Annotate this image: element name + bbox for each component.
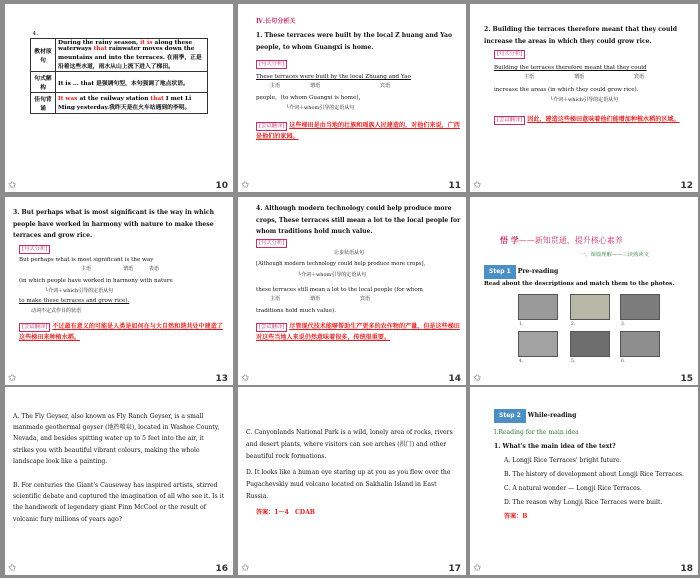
slide-14[interactable] <box>238 197 466 385</box>
parse-line: These terraces were built by the local Zhuang and Yao <box>256 74 411 80</box>
star-icon[interactable]: ✩ <box>473 563 482 574</box>
clause-role: └介词＋which引导的定语从句 <box>550 97 619 103</box>
slide-16[interactable] <box>5 387 233 575</box>
slide-subtitle: 一、课篇理解——三读熟读文 <box>580 252 649 258</box>
slide-title: 悟 学——新知贯通，提升核心素养 <box>500 236 623 245</box>
clause-role: 动词不定式作目的状语 <box>31 308 82 314</box>
slide-number: 10 <box>215 181 228 191</box>
item-d: D. It looks like a human eye staring up at you as you flew over the Pugachevskiy mud volcano located on Sakhalin Island in East Russia. <box>246 469 451 500</box>
photo-4: 4. <box>518 331 558 357</box>
sentence: 1. These terraces were built by the local Z huang and Yao people, to whom Guangxi is home. <box>256 32 453 51</box>
photo-2: 2. <box>570 294 610 320</box>
section-heading: Ⅳ.长句分析关 <box>256 18 296 25</box>
item-c: C. Canyonlands National Park is a wild, lonely area of rocks, rivers and desert plants, where visitors can see arches (拱门) and other beautiful rock formations. <box>246 429 453 460</box>
slide-11[interactable] <box>238 4 466 192</box>
slide-footer <box>238 562 466 575</box>
star-icon[interactable]: ✩ <box>8 563 17 574</box>
sentence: 4. Although modern technology could help produce more crops, These terraces still mean a lot to the local people for whom traditions hold much value. <box>256 205 461 235</box>
slide-number: 13 <box>215 374 228 384</box>
option-a[interactable]: A. Longji Rice Terraces' bright future. <box>504 457 622 464</box>
parse-roles: 主语 谓语 宾语 <box>270 296 371 302</box>
step-header: Step 2 While-reading <box>494 409 576 423</box>
slide-footer <box>5 372 233 385</box>
sentence: 3. But perhaps what is most significant is the way in which people have worked in harmony with nature to make these terraces and grow rice. <box>13 209 215 239</box>
slide-17[interactable] <box>238 387 466 575</box>
slide-number: 12 <box>680 181 693 191</box>
slide-number: 11 <box>448 181 461 191</box>
row-label: 佳句背诵 <box>31 93 56 114</box>
star-icon[interactable]: ✩ <box>473 180 482 191</box>
slide-footer <box>470 562 698 575</box>
analysis-tag: [句式分析] <box>494 50 525 59</box>
parse-line: (in which people have worked in harmony with nature <box>19 278 173 284</box>
star-icon[interactable]: ✩ <box>8 180 17 191</box>
question: 1. What's the main idea of the text? <box>494 443 616 450</box>
parse-line: people，(to whom Guangxi is home)， <box>256 95 365 101</box>
clause-role: 让步状语从句 <box>334 250 365 256</box>
clause-role: └介词＋whom引导的定语从句 <box>286 105 355 111</box>
clause-role: └介词＋whom引导的定语从句 <box>298 272 367 278</box>
answer: 答案：B <box>504 513 528 520</box>
row-label: 教材原句 <box>31 39 56 72</box>
slide-footer <box>5 562 233 575</box>
translation: [尝试翻译] 这些梯田是由当地的壮族和瑶族人民建造的，对他们来说，广西是他们的家园。 <box>256 122 460 140</box>
section-title: Ⅰ.Reading for the main idea <box>494 429 579 436</box>
sentence: 2. Building the terraces therefore meant that they could increase the areas in which they could grow rice. <box>484 26 677 45</box>
translation: [尝试翻译] 因此，建造这些梯田意味着他们能增加种植水稻的区域。 <box>494 114 692 125</box>
star-icon[interactable]: ✩ <box>241 180 250 191</box>
parse-line: Building the terraces therefore meant that they could <box>494 65 647 71</box>
photo-6: 6. <box>620 331 660 357</box>
star-icon[interactable]: ✩ <box>8 373 17 384</box>
analysis-tag: [句式分析] <box>256 60 287 69</box>
option-d[interactable]: D. The reason why Longji Rice Terraces were built. <box>504 499 663 506</box>
slide-footer <box>238 179 466 192</box>
parse-line: these terraces still mean a lot to the local people (for whom <box>256 287 423 293</box>
step-badge: Step 2 <box>494 409 526 423</box>
option-b[interactable]: B. The history of development about Longji Rice Terraces. <box>504 471 684 478</box>
row-text: It was at the railway station that I met Li Ming yesterday.我昨天是在火车站遇到的李明。 <box>56 93 208 114</box>
photo-3: 3. <box>620 294 660 320</box>
parse-line: [Although modern technology could help produce more crops]， <box>256 261 429 267</box>
photo-1: 1. <box>518 294 558 320</box>
slide-footer <box>470 179 698 192</box>
translation: [尝试翻译] 不过最有意义的可能是人类是如何在与大自然和谐共处中建造了这些梯田来种植水稻。 <box>19 323 223 341</box>
row-label: 句式解构 <box>31 72 56 93</box>
star-icon[interactable]: ✩ <box>241 373 250 384</box>
slide-number: 14 <box>448 374 461 384</box>
row-text: During the rainy season, it is along these waterways that rainwater moves down the mountains and into the terraces. 在雨季，正是沿着这些水道，雨水从山上流下进入了梯田。 <box>56 39 208 72</box>
step-badge: Step 1 <box>484 265 516 279</box>
slide-13[interactable] <box>5 197 233 385</box>
analysis-tag: [句式分析] <box>256 239 287 248</box>
translation: [尝试翻译] 尽管现代技术能够帮助生产更多的农作物的产量，但是这些梯田对这些当地人来说仍然意味着很多，传统很重要。 <box>256 323 460 341</box>
slide-18[interactable] <box>470 387 698 575</box>
star-icon[interactable]: ✩ <box>473 373 482 384</box>
slide-number: 17 <box>448 564 461 574</box>
instruction: Read about the descriptions and match them to the photos. <box>484 281 675 287</box>
slide-number: 15 <box>680 374 693 384</box>
slide-footer <box>5 179 233 192</box>
answer: 答案：1～4 CDAB <box>256 509 315 516</box>
item-b: B. For centuries the Giant's Causeway has inspired artists, stirred scientific debate and captured the imagination of all who see it. Is it the handiwork of legendary giant Finn McCool or the result of volcanic fury millions of years ago? <box>13 482 225 523</box>
analysis-table <box>30 30 208 114</box>
star-icon[interactable]: ✩ <box>241 563 250 574</box>
parse-line: traditions hold much value). <box>256 308 336 314</box>
slide-number: 16 <box>215 564 228 574</box>
parse-line: to make these terraces and grow rice). <box>19 298 130 304</box>
slide-15[interactable] <box>470 197 698 385</box>
parse-roles: 主语 谓语 宾语 <box>270 83 391 89</box>
photo-5: 5. <box>570 331 610 357</box>
option-c[interactable]: C. A natural wonder — Longji Rice Terraces. <box>504 485 642 492</box>
slide-number: 18 <box>680 564 693 574</box>
parse-line: increase the areas (in which they could grow rice). <box>494 87 639 93</box>
row-text: It is … that 是强调句型，本句强调了地点状语。 <box>56 72 208 93</box>
slide-12[interactable] <box>470 4 698 192</box>
slide-footer <box>238 372 466 385</box>
item-number: 4. <box>32 31 39 37</box>
step-header: Step 1 Pre-reading <box>484 265 558 279</box>
slide-footer <box>470 372 698 385</box>
analysis-tag: [句式分析] <box>19 245 50 254</box>
slide-10[interactable] <box>5 4 233 192</box>
item-a: A. The Fly Geyser, also known as Fly Ranch Geyser, is a small manmade geothermal geyser (地热喷泉), located in Washoe County, Nevada, and besides spitting water up to 5 feet into the air, it strikes you with beautiful vibrant colours, making the whole landscape look like a painting. <box>13 413 220 465</box>
parse-roles: 主语 谓语 宾语 <box>524 74 645 80</box>
parse-line: But perhaps what is most significant is the way <box>19 257 154 263</box>
parse-roles: 主语 谓语 表语 <box>81 266 160 272</box>
clause-role: └介词＋which引导的定语从句 <box>45 288 114 294</box>
